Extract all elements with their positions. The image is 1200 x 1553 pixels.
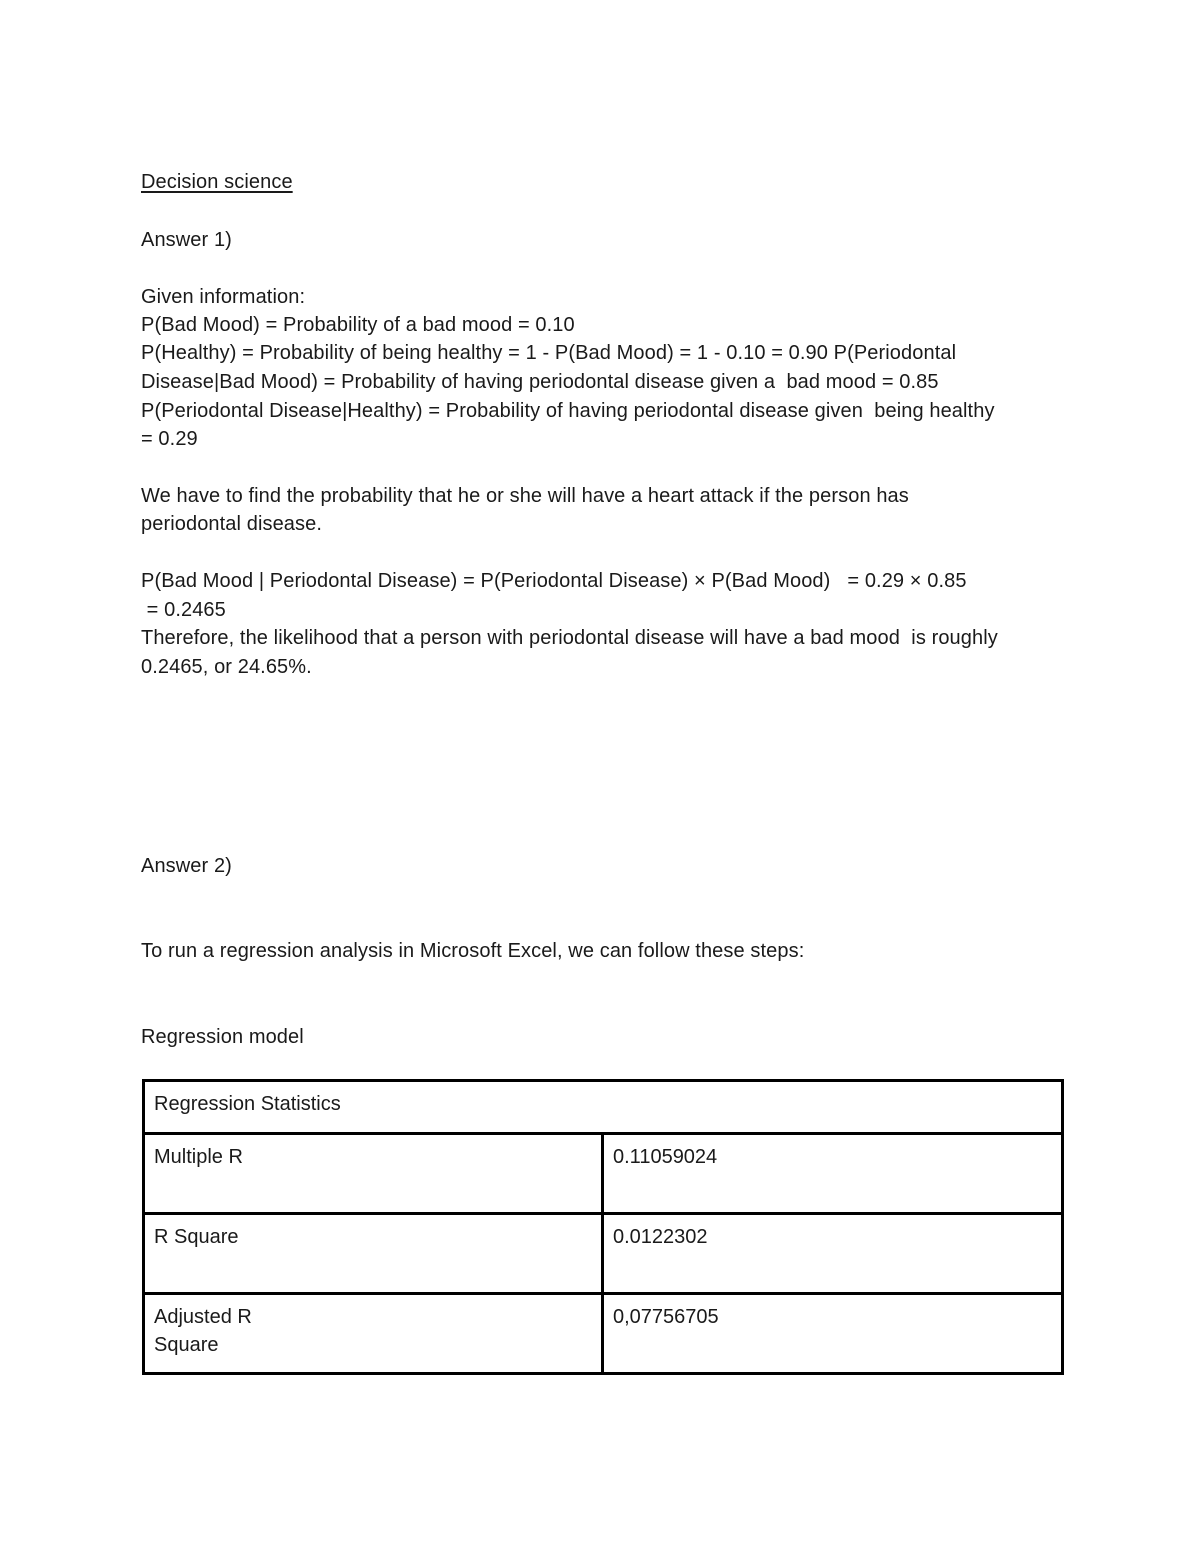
answer2-intro: To run a regression analysis in Microsoft Excel, we can follow these steps: [141, 940, 805, 962]
given-line: P(Bad Mood) = Probability of a bad mood = 0.10 [141, 314, 575, 336]
answer1-heading: Answer 1) [141, 229, 232, 251]
regression-model-label: Regression model [141, 1026, 304, 1048]
stat-value: 0,07756705 [603, 1294, 1063, 1374]
calc-line: Therefore, the likelihood that a person with periodontal disease will have a bad mood is roughly [141, 627, 998, 649]
task-line: periodontal disease. [141, 513, 323, 535]
calc-line: 0.2465, or 24.65%. [141, 656, 312, 678]
regression-statistics-table [142, 1079, 1064, 1375]
document-title: Decision science [141, 171, 293, 193]
answer2-heading: Answer 2) [141, 855, 232, 877]
calc-line: P(Bad Mood | Periodontal Disease) = P(Periodontal Disease) × P(Bad Mood) = 0.29 × 0.85 [141, 570, 967, 592]
given-line: P(Periodontal Disease|Healthy) = Probability of having periodontal disease given being healthy [141, 400, 995, 422]
table-header-row [144, 1081, 1063, 1134]
table-header-cell: Regression Statistics [144, 1081, 1063, 1134]
stat-label: Adjusted R Square [144, 1294, 603, 1374]
stat-value: 0.11059024 [603, 1134, 1063, 1214]
table-row [144, 1294, 1063, 1374]
stat-label: R Square [144, 1214, 603, 1294]
stat-value: 0.0122302 [603, 1214, 1063, 1294]
calc-line: = 0.2465 [141, 599, 226, 621]
given-line: Disease|Bad Mood) = Probability of having periodontal disease given a bad mood = 0.85 [141, 371, 939, 393]
given-line: P(Healthy) = Probability of being healthy = 1 - P(Bad Mood) = 1 - 0.10 = 0.90 P(Periodontal [141, 342, 957, 364]
stat-label: Multiple R [144, 1134, 603, 1214]
table-row [144, 1134, 1063, 1214]
table-row [144, 1214, 1063, 1294]
given-line: Given information: [141, 286, 306, 308]
given-line: = 0.29 [141, 428, 198, 450]
task-line: We have to find the probability that he or she will have a heart attack if the person has [141, 485, 909, 507]
